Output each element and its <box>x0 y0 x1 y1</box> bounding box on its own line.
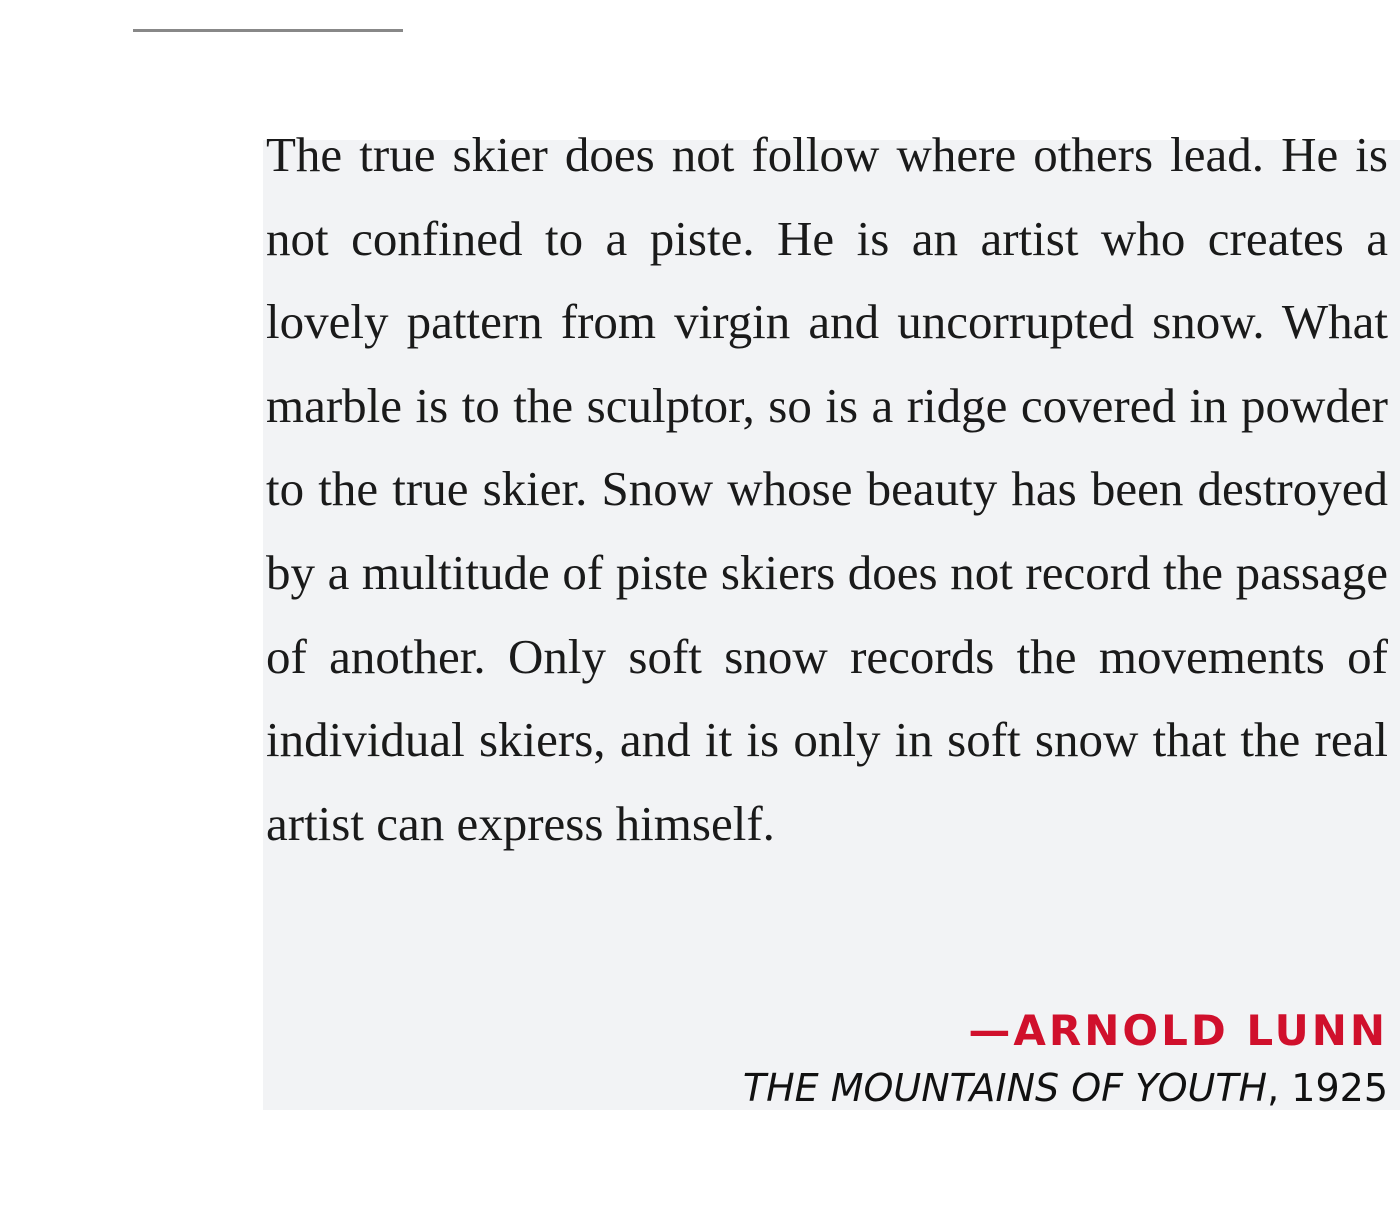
source-title: THE MOUNTAINS OF YOUTH <box>742 1066 1268 1110</box>
divider-rule <box>133 29 403 32</box>
source-year: , 1925 <box>1267 1066 1388 1110</box>
quote-source <box>743 1059 1388 1117</box>
quote-author: —ARNOLD LUNN <box>968 1006 1388 1055</box>
quote-attribution <box>743 1003 1388 1117</box>
quote-text: The true skier does not follow where others lead. He is not confined to a piste. He is an artist who creates a lovely pattern from virgin and uncorrupted snow. What marble is to the sculptor, so is a ridge covered in powder to the true skier. Snow whose beauty has been destroyed by a multitude of piste skiers does not record the passage of another. Only soft snow records the movements of individual skiers, and it is only in soft snow that the real artist can express himself. <box>266 127 1388 851</box>
